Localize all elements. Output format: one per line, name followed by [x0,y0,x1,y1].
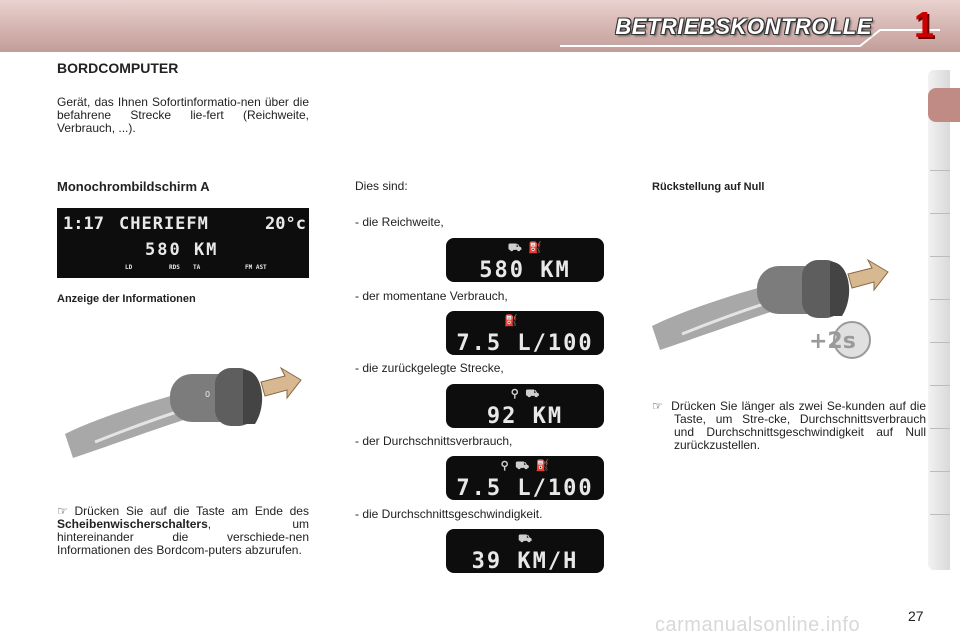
tab-divider [930,213,950,214]
item-label-average-consumption: - der Durchschnittsverbrauch, [355,434,513,448]
average-speed-value: 39 KM/H [471,549,579,574]
pointer-icon: ☞ [57,504,68,518]
pointer-icon: ☞ [652,399,672,413]
item-label-average-speed: - die Durchschnittsgeschwindigkeit. [355,507,543,521]
car-icon: ⛟ [518,532,532,545]
display-station: CHERIEFM [119,214,209,234]
display-indicator-rds: RDS [169,264,180,271]
chapter-number: 1 [913,4,934,45]
item-label-distance: - die zurückgelegte Strecke, [355,361,504,375]
average-consumption-value: 7.5 L/100 [456,476,594,501]
tab-divider [930,385,950,386]
trip-car-icon: ⚲ ⛟ [510,387,540,400]
distance-display [446,384,604,428]
display-indicator-fm-ast: FM AST [245,264,267,271]
display-time: 1:17 [63,214,104,234]
item-label-instant-consumption: - der momentane Verbrauch, [355,289,508,303]
section-title: BORDCOMPUTER [57,60,179,76]
active-chapter-tab[interactable] [928,88,960,122]
item-label-range: - die Reichweite, [355,215,444,229]
display-indicator-ta: TA [193,264,201,271]
fuel-icon: ⛽ [504,314,518,327]
right-instruction [652,400,926,452]
footer-watermark: carmanualsonline.info [655,614,861,636]
middle-lead: Dies sind: [355,179,408,193]
left-heading: Monochrombildschirm A [57,179,210,194]
reset-instruction-text: Drücken Sie länger als zwei Se-kunden auf die Taste, um Stre-cke, Durchschnittsverbrauch und Durchschnittsgeschwindigkeit auf Null zurückzustellen. [671,399,926,452]
left-instruction [57,505,309,557]
chapter-tab-strip [928,70,950,570]
page-number: 27 [908,608,924,624]
distance-value: 92 KM [486,404,564,429]
right-heading: Rückstellung auf Null [652,181,765,193]
tab-divider [930,299,950,300]
display-range: 580 KM [145,240,219,260]
range-display [446,238,604,282]
average-consumption-display [446,456,604,500]
range-value: 580 KM [479,258,571,283]
trip-car-fuel-icon: ⚲ ⛟ ⛽ [500,459,550,472]
wiper-stalk-illustration [65,362,305,462]
intro-text: Gerät, das Ihnen Sofortinformatio-nen über die befahrene Strecke lie-fert (Reichweite, Verbrauch, ...). [57,95,309,135]
instruction-text-post: , um hintereinander die verschiede-nen Informationen des Bordcom-puters abzurufen. [57,517,309,557]
monochrome-display [57,208,309,278]
chapter-title: BETRIEBSKONTROLLE [615,14,872,39]
reset-stalk-illustration [652,256,902,366]
instruction-text-pre: Drücken Sie auf die Taste am Ende des [74,504,309,518]
page-header [0,0,960,52]
tab-divider [930,342,950,343]
stalk-marking: 0 [205,390,211,399]
press-arrow-icon [261,368,301,398]
hold-duration-badge: +2s [809,329,856,354]
left-subheading: Anzeige der Informationen [57,293,196,305]
instant-consumption-display [446,311,604,355]
instruction-text-bold: Scheibenwischerschalters [57,517,208,531]
instant-consumption-value: 7.5 L/100 [456,331,594,356]
display-temperature: 20°c [265,214,306,234]
display-indicator-ld: LD [125,264,133,271]
average-speed-display [446,529,604,573]
press-arrow-icon [848,260,888,290]
car-fuel-icon: ⛟ ⛽ [507,241,543,254]
tab-divider [930,428,950,429]
tab-divider [930,170,950,171]
tab-divider [930,514,950,515]
tab-divider [930,256,950,257]
tab-divider [930,471,950,472]
